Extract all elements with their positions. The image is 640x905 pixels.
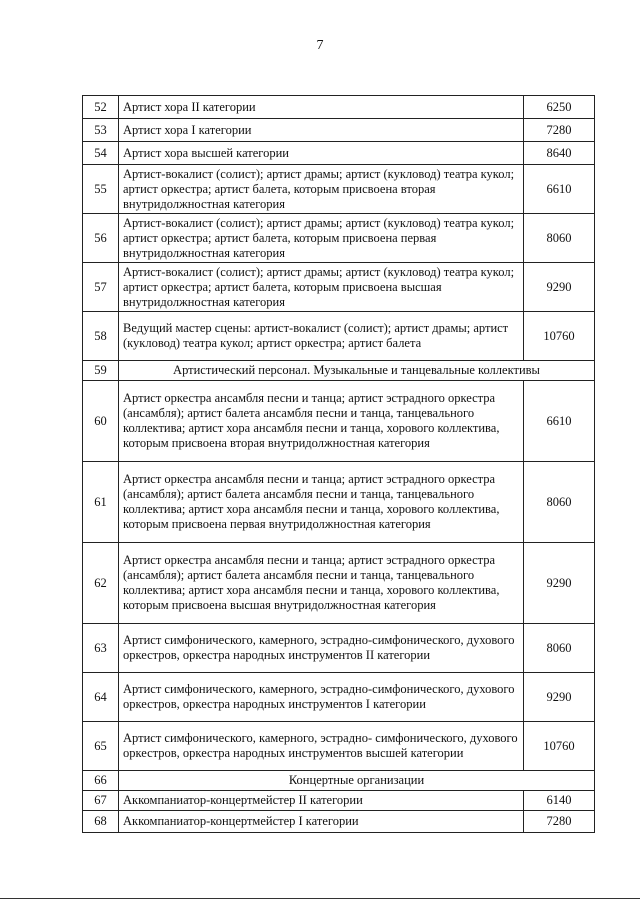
row-number: 53 [83, 119, 119, 142]
position-title: Артист оркестра ансамбля песни и танца; артист эстрадного оркестра (ансамбля); артист балета ансамбля песни и танца, танцевального коллектива; артист хора ансамбля песни и танца, хорового коллектива, которым присвоена высшая внутридолжностная категория [119, 543, 524, 624]
table-row [83, 263, 595, 312]
position-title: Артист симфонического, камерного, эстрадно-симфонического, духового оркестров, оркестра народных инструментов II категории [119, 624, 524, 673]
position-title: Артист симфонического, камерного, эстрадно- симфонического, духового оркестров, оркестра народных инструментов высшей категории [119, 722, 524, 771]
position-title: Артист-вокалист (солист); артист драмы; артист (кукловод) театра кукол; артист оркестра; артист балета, которым присвоена первая внутридолжностная категория [119, 214, 524, 263]
salary-value: 7280 [524, 811, 595, 833]
position-title: Артист-вокалист (солист); артист драмы; артист (кукловод) театра кукол; артист оркестра; артист балета, которым присвоена высшая внутридолжностная категория [119, 263, 524, 312]
row-number: 68 [83, 811, 119, 833]
salary-value: 9290 [524, 673, 595, 722]
section-row [83, 361, 595, 381]
table-row [83, 381, 595, 462]
table-row [83, 214, 595, 263]
position-title: Артист хора II категории [119, 96, 524, 119]
position-title: Артист хора высшей категории [119, 142, 524, 165]
row-number: 63 [83, 624, 119, 673]
position-title: Артист оркестра ансамбля песни и танца; артист эстрадного оркестра (ансамбля); артист балета ансамбля песни и танца, танцевального коллектива; артист хора ансамбля песни и танца, хорового коллектива, которым присвоена первая внутридолжностная категория [119, 462, 524, 543]
salary-value: 7280 [524, 119, 595, 142]
table-row [83, 791, 595, 811]
table-row [83, 811, 595, 833]
table-row [83, 142, 595, 165]
position-title: Артист-вокалист (солист); артист драмы; артист (кукловод) театра кукол; артист оркестра; артист балета, которым присвоена вторая внутридолжностная категория [119, 165, 524, 214]
table-row [83, 119, 595, 142]
position-title: Артист симфонического, камерного, эстрадно-симфонического, духового оркестров, оркестра народных инструментов I категории [119, 673, 524, 722]
position-title: Аккомпаниатор-концертмейстер I категории [119, 811, 524, 833]
salary-value: 8060 [524, 462, 595, 543]
section-row [83, 771, 595, 791]
table-row [83, 462, 595, 543]
position-title: Аккомпаниатор-концертмейстер II категории [119, 791, 524, 811]
bottom-rule [0, 898, 640, 899]
table-row [83, 543, 595, 624]
table-row [83, 722, 595, 771]
salary-value: 6610 [524, 165, 595, 214]
row-number: 61 [83, 462, 119, 543]
row-number: 57 [83, 263, 119, 312]
row-number: 55 [83, 165, 119, 214]
salary-value: 10760 [524, 312, 595, 361]
salary-value: 6250 [524, 96, 595, 119]
row-number: 58 [83, 312, 119, 361]
position-title: Артист оркестра ансамбля песни и танца; артист эстрадного оркестра (ансамбля); артист балета ансамбля песни и танца, танцевального коллектива; артист хора ансамбля песни и танца, хорового коллектива, которым присвоена вторая внутридолжностная категория [119, 381, 524, 462]
salary-value: 9290 [524, 543, 595, 624]
salary-value: 6140 [524, 791, 595, 811]
salary-value: 10760 [524, 722, 595, 771]
row-number: 54 [83, 142, 119, 165]
row-number: 65 [83, 722, 119, 771]
section-heading: Концертные организации [119, 771, 595, 791]
salary-table [82, 95, 595, 833]
salary-value: 6610 [524, 381, 595, 462]
page-number: 7 [316, 38, 324, 53]
row-number: 67 [83, 791, 119, 811]
row-number: 62 [83, 543, 119, 624]
salary-value: 8640 [524, 142, 595, 165]
salary-value: 8060 [524, 214, 595, 263]
table-row [83, 673, 595, 722]
row-number: 56 [83, 214, 119, 263]
table-row [83, 312, 595, 361]
row-number: 59 [83, 361, 119, 381]
salary-value: 8060 [524, 624, 595, 673]
salary-value: 9290 [524, 263, 595, 312]
table-row [83, 96, 595, 119]
section-heading: Артистический персонал. Музыкальные и танцевальные коллективы [119, 361, 595, 381]
row-number: 64 [83, 673, 119, 722]
row-number: 52 [83, 96, 119, 119]
position-title: Ведущий мастер сцены: артист-вокалист (солист); артист драмы; артист (кукловод) театра кукол; артист оркестра; артист балета [119, 312, 524, 361]
table-row [83, 165, 595, 214]
salary-table-body [83, 96, 595, 833]
row-number: 66 [83, 771, 119, 791]
row-number: 60 [83, 381, 119, 462]
position-title: Артист хора I категории [119, 119, 524, 142]
table-row [83, 624, 595, 673]
